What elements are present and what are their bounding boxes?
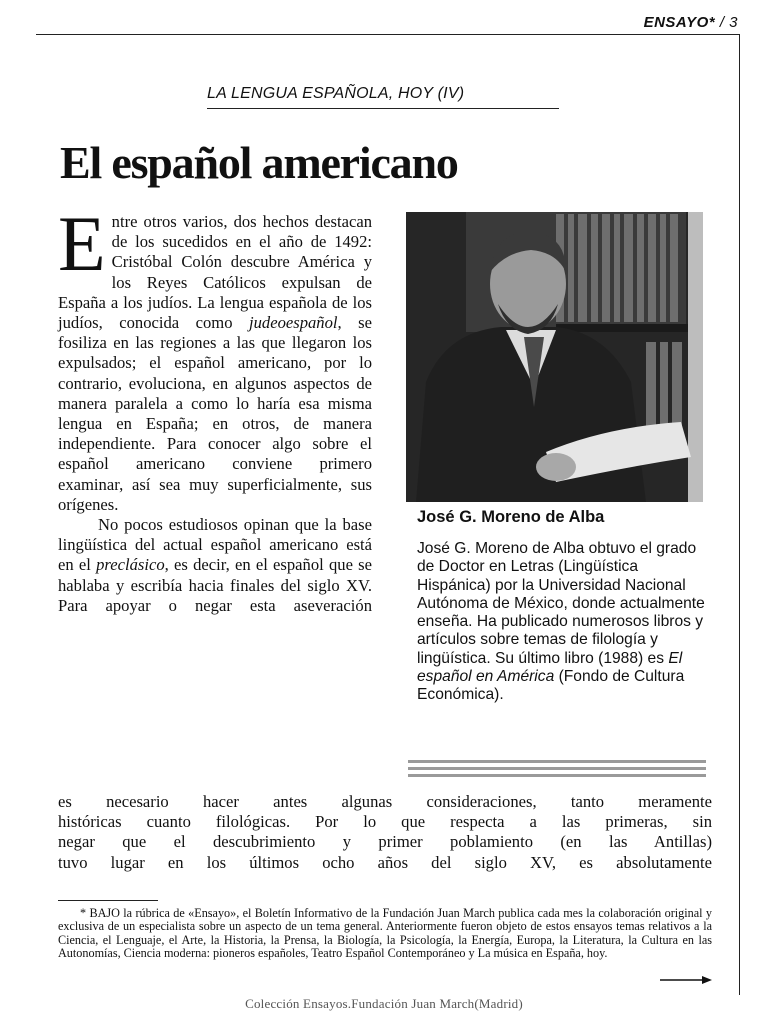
body-column <box>58 200 372 616</box>
paragraph-1: Entre otros varios, dos hechos destacan de los sucedidos en el año de 1492: Cristóbal Colón descubre América y los Reyes Católicos expulsan de España a los judíos. La lengua española de los judíos, conocida como judeoespañol, se fosiliza en las regiones a las que llegaron los expulsados; el español americano, por lo contrario, evoluciona, en algunos aspectos de manera paralela a como lo haría esa misma lengua en España; en otros, de manera independiente. Para conocer algo sobre el español americano conviene primero examinar, así sea muy superficialmente, sus orígenes. <box>58 200 372 514</box>
series-rule <box>207 108 559 109</box>
article-title: El español americano <box>60 137 458 188</box>
text-line: negar que el descubrimiento y primer poblamiento (en las Antillas) <box>58 832 712 852</box>
paragraph-2: No pocos estudiosos opinan que la base lingüística del actual español americano está en el preclásico, es decir, en el español que se hablaba y escribía hacia finales del siglo XV. Para apoyar o negar esta aseveración <box>58 515 372 615</box>
author-photo <box>406 212 703 502</box>
footnote-rule <box>58 900 158 901</box>
decorative-rules <box>408 760 706 781</box>
author-name: José G. Moreno de Alba <box>417 508 605 526</box>
footnote: * BAJO la rúbrica de «Ensayo», el Boletín Informativo de la Fundación Juan March publica cada mes la colaboración original y exclusiva de un especialista sobre un aspecto de un tema general. Anteriormente fueron objeto de estos ensayos temas relativos a la Ciencia, el Lenguaje, el Arte, la Historia, la Prensa, la Biología, la Psicología, la Energía, Europa, la Literatura, la Cultura en las Autonomías, Ciencia moderna: pioneros españoles, Teatro Español Contemporáneo y La música en España, hoy. <box>58 906 712 960</box>
full-width-text <box>58 792 712 873</box>
footnote-mark: * <box>80 906 87 920</box>
arrow-right-icon <box>660 975 712 985</box>
text-line: históricas cuanto filológicas. Por lo que respecta a las primeras, sin <box>58 812 712 832</box>
series-title: LA LENGUA ESPAÑOLA, HOY (IV) <box>207 85 465 102</box>
author-bio: José G. Moreno de Alba obtuvo el grado de Doctor en Letras (Lingüística Hispánica) por la Universidad Nacional Autónoma de México, donde actualmente enseña. Ha publicado numerosos libros y artículos sobre temas de filología y lingüística. Su último libro (1988) es El español en América (Fondo de Cultura Económica). <box>417 540 705 704</box>
running-head: ENSAYO* / 3 <box>643 14 738 31</box>
drop-cap: E <box>58 200 106 287</box>
text-line: tuvo lugar en los últimos ocho años del siglo XV, es absolutamente <box>58 852 712 872</box>
text-line: es necesario hacer antes algunas consideraciones, tanto meramente <box>58 792 712 811</box>
footer-credit: Colección Ensayos.Fundación Juan March(Madrid) <box>245 996 523 1011</box>
